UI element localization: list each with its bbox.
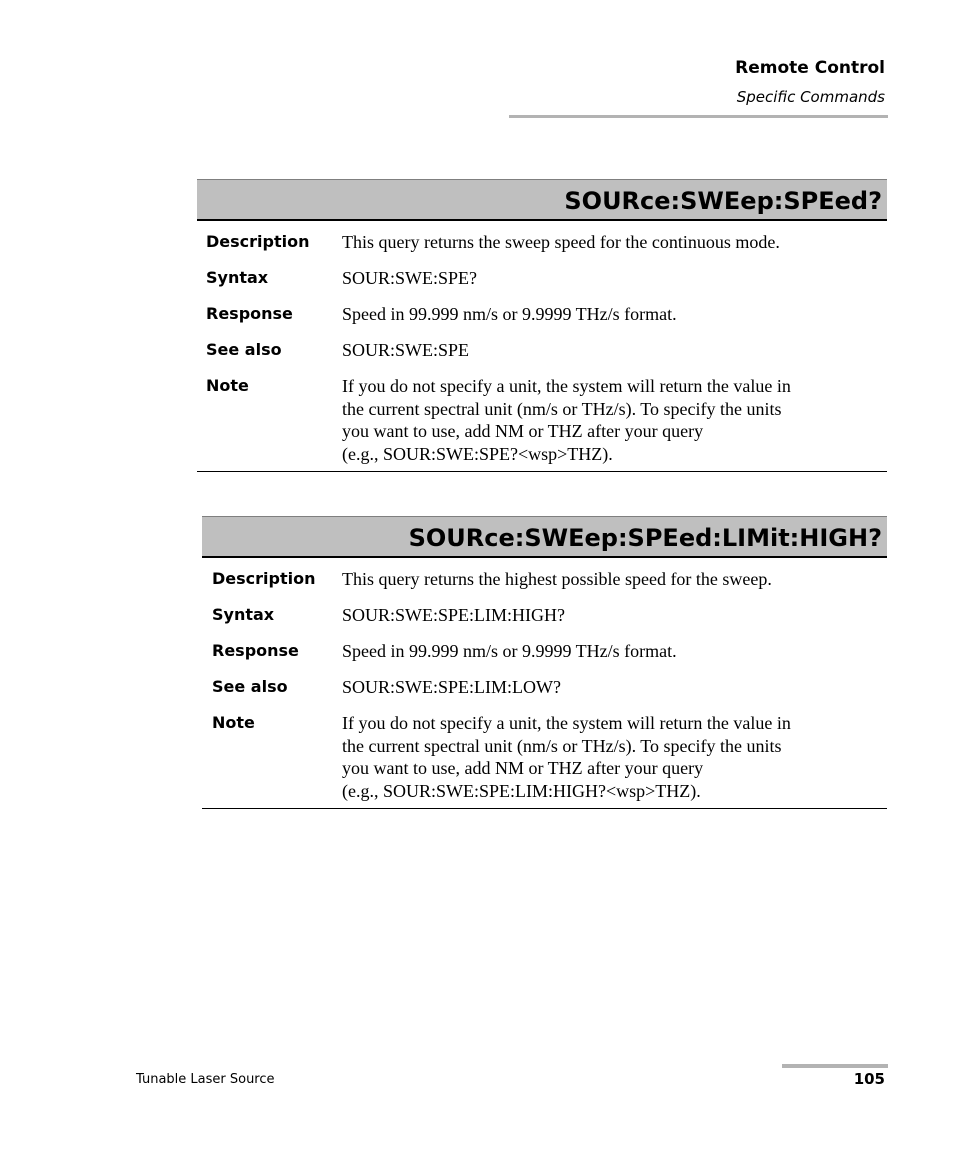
row-value: Speed in 99.999 nm/s or 9.9999 THz/s format. — [342, 304, 677, 324]
footer-product-name: Tunable Laser Source — [136, 1072, 275, 1087]
page-number: 105 — [853, 1070, 885, 1088]
command-block-sweep-speed-limit-high — [202, 516, 887, 810]
command-block-sweep-speed — [197, 179, 887, 473]
row-value: SOUR:SWE:SPE:LIM:HIGH? — [342, 605, 566, 625]
command-title: SOURce:SWEep:SPEed:LIMit:HIGH? — [408, 524, 882, 552]
row-label: Description — [212, 569, 316, 588]
row-value: This query returns the sweep speed for the continuous mode. — [342, 232, 780, 252]
row-label: Response — [212, 641, 299, 660]
row-value: Speed in 99.999 nm/s or 9.9999 THz/s format. — [342, 641, 677, 661]
row-value: SOUR:SWE:SPE? — [342, 268, 478, 288]
row-value: SOUR:SWE:SPE:LIM:LOW? — [342, 677, 561, 697]
row-label: Syntax — [212, 605, 275, 624]
row-label: Response — [206, 304, 293, 323]
footer-divider — [782, 1064, 888, 1068]
command-title: SOURce:SWEep:SPEed? — [564, 187, 882, 215]
row-label: Note — [206, 376, 249, 395]
row-label: See also — [206, 340, 282, 359]
row-label: Description — [206, 232, 310, 251]
row-value: If you do not specify a unit, the system will return the value in the current spectral unit (nm/s or THz/s). To specify the units you want to use, add NM or THZ after your query (e.g., SOUR:SWE:SPE?<wsp>THZ). — [342, 376, 791, 464]
row-value: SOUR:SWE:SPE — [342, 340, 470, 360]
command-title-banner — [202, 516, 887, 558]
header-divider — [509, 115, 888, 118]
row-label: See also — [212, 677, 288, 696]
row-label: Note — [212, 713, 255, 732]
row-value: If you do not specify a unit, the system will return the value in the current spectral unit (nm/s or THz/s). To specify the units you want to use, add NM or THZ after your query (e.g., SOUR:SWE:SPE:LIM:HIGH?<wsp>THZ). — [342, 713, 791, 801]
command-title-banner — [197, 179, 887, 221]
running-header-title: Remote Control — [735, 58, 885, 78]
row-label: Syntax — [206, 268, 269, 287]
table-bottom-rule — [202, 808, 887, 809]
table-bottom-rule — [197, 471, 887, 472]
row-value: This query returns the highest possible speed for the sweep. — [342, 569, 772, 589]
running-header-subtitle: Specific Commands — [736, 88, 885, 106]
